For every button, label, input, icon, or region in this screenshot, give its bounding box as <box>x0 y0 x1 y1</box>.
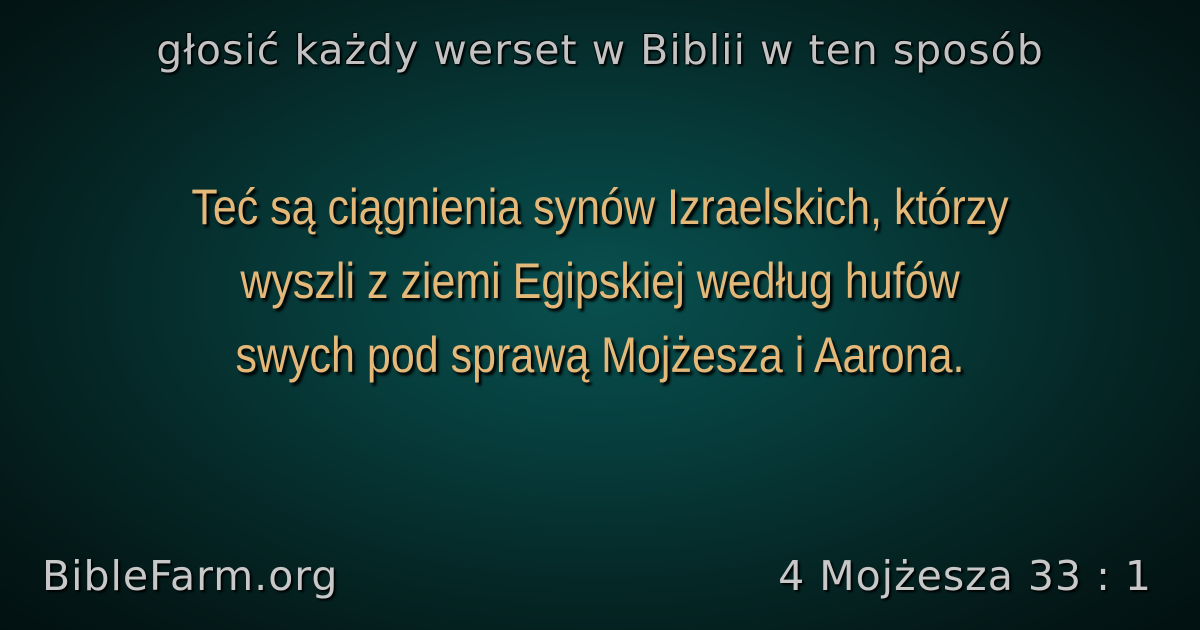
verse-reference: 4 Mojżesza 33 : 1 <box>778 552 1152 600</box>
tagline: głosić każdy werset w Biblii w ten sposób <box>156 26 1044 74</box>
verse-text <box>127 170 1073 392</box>
verse-line: wyszli z ziemi Egipskiej według hufów <box>240 253 960 309</box>
verse-line: swych pod sprawą Mojżesza i Aarona. <box>235 327 965 383</box>
verse-line: Teć są ciągnienia synów Izraelskich, którzy <box>191 179 1009 235</box>
site-name: BibleFarm.org <box>42 552 339 600</box>
